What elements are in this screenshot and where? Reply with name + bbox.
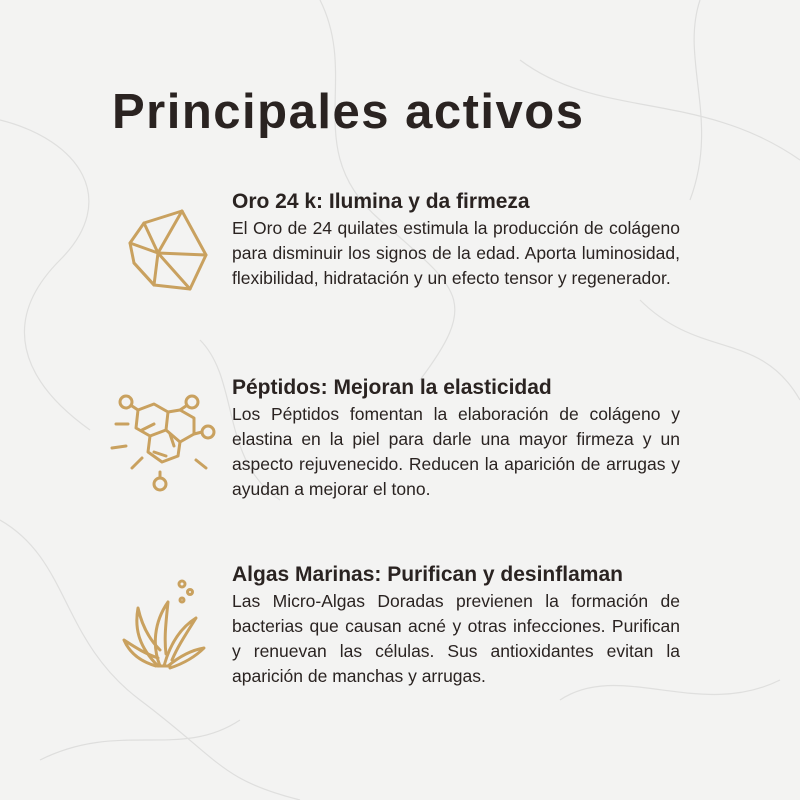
- section-body: El Oro de 24 quilates estimula la producción de colágeno para disminuir los signos de la edad. Aporta luminosidad, flexibilidad, hidratación y un efecto tensor y regenerador.: [232, 218, 680, 288]
- gem-icon: [120, 203, 212, 295]
- section-body: Los Péptidos fomentan la elaboración de colágeno y elastina en la piel para darle una mayor firmeza y un aspecto rejuvenecido. Reducen la aparición de arrugas y ayudan a mejorar el tono.: [232, 404, 680, 499]
- section-heading: Algas Marinas: Purifican y desinflaman: [232, 563, 623, 586]
- section-peptidos: [232, 374, 680, 502]
- section-algas: [232, 561, 680, 689]
- section-oro: [232, 188, 680, 291]
- section-heading: Oro 24 k: Ilumina y da firmeza: [232, 190, 530, 213]
- page-title: Principales activos: [112, 85, 585, 139]
- section-body: Las Micro-Algas Doradas previenen la formación de bacterias que causan acné y otras infecciones. Purifican y renuevan las células. Sus antioxidantes evitan la aparición de manchas y arrugas.: [232, 591, 680, 686]
- seaweed-icon: [120, 578, 210, 670]
- section-heading: Péptidos: Mejoran la elasticidad: [232, 376, 552, 399]
- molecule-icon: [108, 388, 220, 494]
